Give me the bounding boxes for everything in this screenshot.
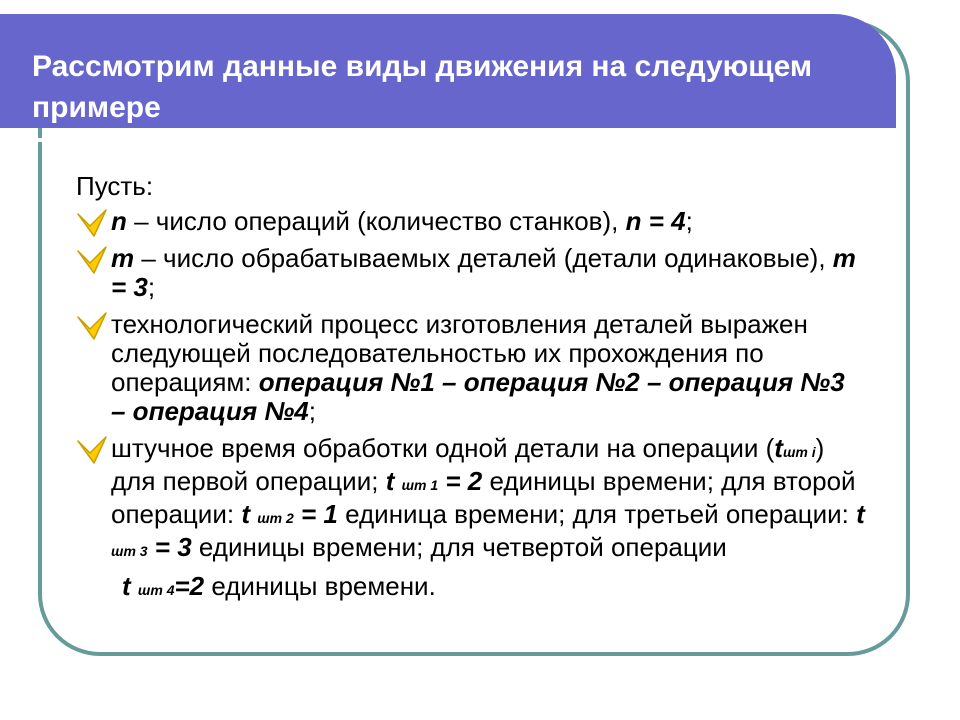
list-item xyxy=(76,434,866,605)
arrowhead-bullet-icon xyxy=(76,245,110,275)
var-m: m xyxy=(111,243,135,273)
var-n: n xyxy=(111,206,127,236)
item-text: штучное время обработки одной детали на операции (tшт i) для первой операции; t шт 1 = 2 единицы времени; для второй операции: t шт 2 = 1 единица времени; для третьей операции: t шт 3 = 3 единицы времени; для четвертой операции xyxy=(111,433,865,562)
item-text: технологический процесс изготовления деталей выражен следующей последовательностью их прохождения по операциям: операция №1 – операция №2 – операция №3 – операция №4; xyxy=(111,309,845,426)
operation-sequence: операция №1 – операция №2 – операция №3 – операция №4 xyxy=(111,367,845,426)
list-item xyxy=(76,244,866,302)
list-item xyxy=(76,207,866,236)
item-text: n – число операций (количество станков), n = 4; xyxy=(111,206,693,236)
slide-content xyxy=(76,172,866,613)
arrowhead-bullet-icon xyxy=(76,208,110,238)
arrowhead-bullet-icon xyxy=(76,435,110,465)
item-text: m – число обрабатываемых деталей (детали одинаковые), m = 3; xyxy=(111,243,856,302)
equation-m: m = 3 xyxy=(111,243,856,302)
title-underline xyxy=(0,138,848,142)
intro-text: Пусть: xyxy=(76,171,154,201)
list-item xyxy=(76,310,866,426)
arrowhead-bullet-icon xyxy=(76,311,110,341)
item-tail: t шт 4=2 единицы времени. xyxy=(122,571,436,601)
slide-title: Рассмотрим данные виды движения на следующем примере xyxy=(32,50,813,124)
equation-n: n = 4 xyxy=(625,206,686,236)
title-bar xyxy=(0,14,896,128)
